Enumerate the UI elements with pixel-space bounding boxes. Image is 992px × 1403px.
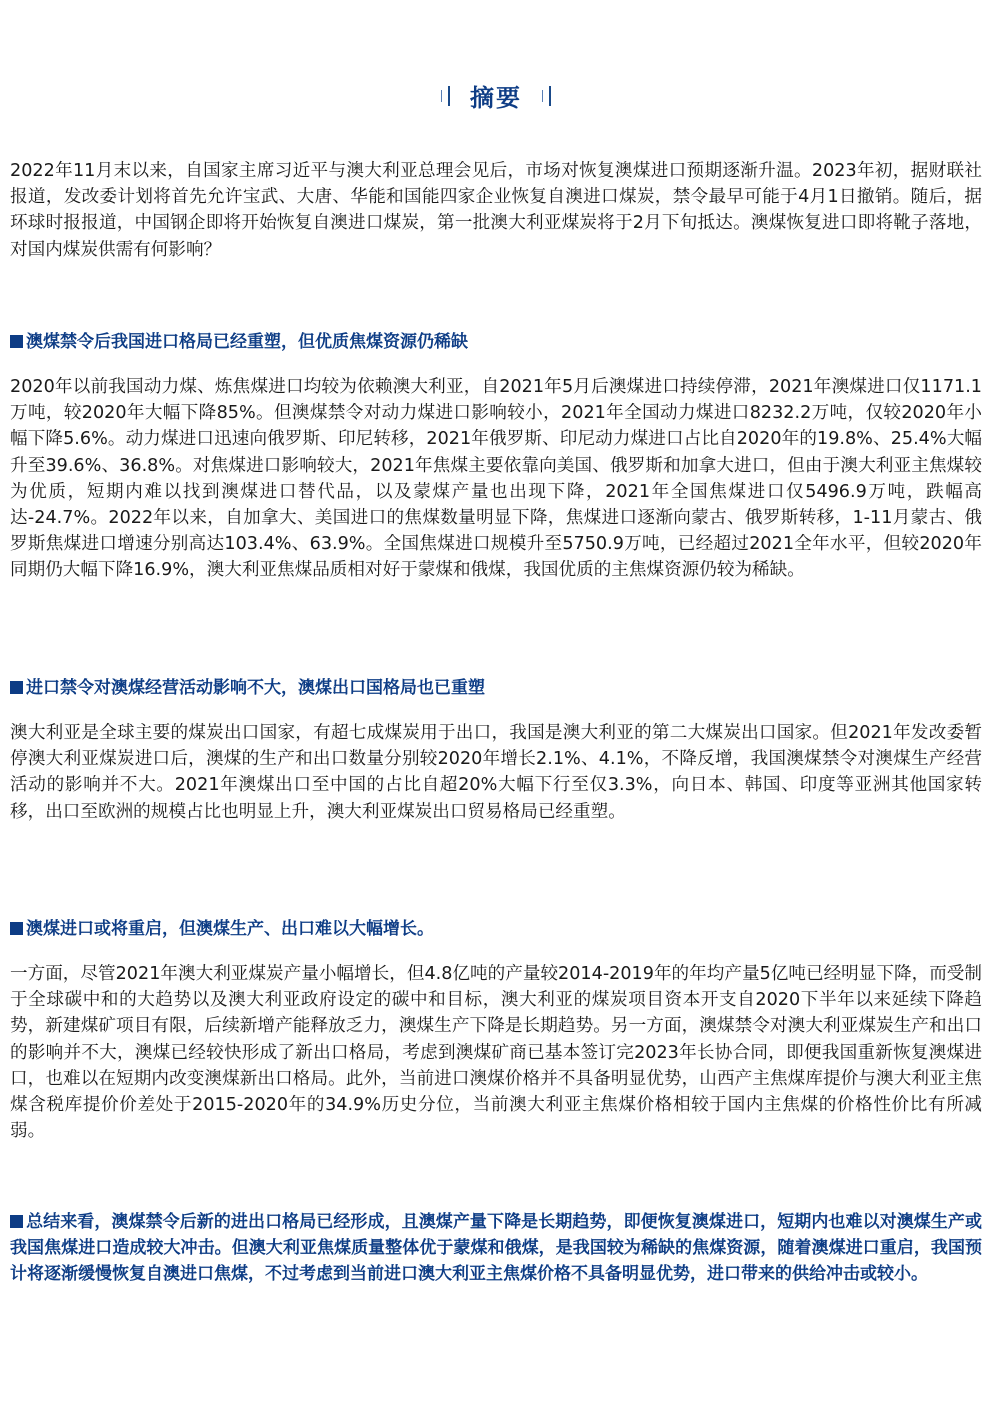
section-heading-3 — [10, 916, 982, 942]
title-left-bar-icon — [448, 86, 450, 106]
page-title: 摘要 — [470, 84, 522, 112]
title-row — [0, 78, 992, 118]
summary-paragraph — [10, 1209, 982, 1288]
title-left-bar-icon — [441, 90, 442, 102]
square-bullet-icon — [10, 335, 23, 348]
section-heading-text: 澳煤禁令后我国进口格局已经重塑，但优质焦煤资源仍稀缺 — [26, 332, 468, 352]
square-bullet-icon — [10, 681, 23, 694]
title-right-bar-icon — [549, 86, 551, 106]
section-heading-text: 澳煤进口或将重启，但澳煤生产、出口难以大幅增长。 — [26, 919, 434, 939]
summary-text: 总结来看，澳煤禁令后新的进出口格局已经形成，且澳煤产量下降是长期趋势，即便恢复澳煤进口，短期内也难以对澳煤生产或我国焦煤进口造成较大冲击。但澳大利亚焦煤质量整体优于蒙煤和俄煤，是我国较为稀缺的焦煤资源，随着澳煤进口重启，我国预计将逐渐缓慢恢复自澳进口焦煤，不过考虑到当前进口澳大利亚主焦煤价格不具备明显优势，进口带来的供给冲击或较小。 — [10, 1212, 982, 1285]
section-body-1: 2020年以前我国动力煤、炼焦煤进口均较为依赖澳大利亚，自2021年5月后澳煤进口持续停滞，2021年澳煤进口仅1171.1万吨，较2020年大幅下降85%。但澳煤禁令对动力煤进口影响较小，2021年全国动力煤进口8232.2万吨，仅较2020年小幅下降5.6%。动力煤进口迅速向俄罗斯、印尼转移，2021年俄罗斯、印尼动力煤进口占比自2020年的19.8%、25.4%大幅升至39.6%、36.8%。对焦煤进口影响较大，2021年焦煤主要依靠向美国、俄罗斯和加拿大进口，但由于澳大利亚主焦煤较为优质，短期内难以找到澳煤进口替代品，以及蒙煤产量也出现下降，2021年全国焦煤进口仅5496.9万吨，跌幅高达-24.7%。2022年以来，自加拿大、美国进口的焦煤数量明显下降，焦煤进口逐渐向蒙古、俄罗斯转移，1-11月蒙古、俄罗斯焦煤进口增速分别高达103.4%、63.9%。全国焦煤进口规模升至5750.9万吨，已经超过2021全年水平，但较2020年同期仍大幅下降16.9%，澳大利亚焦煤品质相对好于蒙煤和俄煤，我国优质的主焦煤资源仍较为稀缺。 — [10, 377, 982, 581]
section-heading-text: 进口禁令对澳煤经营活动影响不大，澳煤出口国格局也已重塑 — [26, 678, 485, 698]
section-body-3: 一方面，尽管2021年澳大利亚煤炭产量小幅增长，但4.8亿吨的产量较2014-2019年的年均产量5亿吨已经明显下降，而受制于全球碳中和的大趋势以及澳大利亚政府设定的碳中和目标，澳大利亚的煤炭项目资本开支自2020下半年以来延续下降趋势，新建煤矿项目有限，后续新增产能释放乏力，澳煤生产下降是长期趋势。另一方面，澳煤禁令对澳大利亚煤炭生产和出口的影响并不大，澳煤已经较快形成了新出口格局，考虑到澳煤矿商已基本签订完2023年长协合同，即便我国重新恢复澳煤进口，也难以在短期内改变澳煤新出口格局。此外，当前进口澳煤价格并不具备明显优势，山西产主焦煤库提价与澳大利亚主焦煤含税库提价价差处于2015-2020年的34.9%历史分位，当前澳大利亚主焦煤价格相较于国内主焦煤的价格性价比有所减弱。 — [10, 964, 982, 1142]
section-heading-2 — [10, 675, 982, 701]
section-heading-1 — [10, 329, 982, 355]
section-body-2: 澳大利亚是全球主要的煤炭出口国家，有超七成煤炭用于出口，我国是澳大利亚的第二大煤炭出口国家。但2021年发改委暂停澳大利亚煤炭进口后，澳煤的生产和出口数量分别较2020年增长2.1%、4.1%，不降反增，我国澳煤禁令对澳煤生产经营活动的影响并不大。2021年澳煤出口至中国的占比自超20%大幅下行至仅3.3%，向日本、韩国、印度等亚洲其他国家转移，出口至欧洲的规模占比也明显上升，澳大利亚煤炭出口贸易格局已经重塑。 — [10, 723, 982, 822]
square-bullet-icon — [10, 1215, 23, 1228]
intro-paragraph: 2022年11月末以来，自国家主席习近平与澳大利亚总理会见后，市场对恢复澳煤进口预期逐渐升温。2023年初，据财联社报道，发改委计划将首先允许宝武、大唐、华能和国能四家企业恢复自澳进口煤炭，禁令最早可能于4月1日撤销。随后，据环球时报报道，中国钢企即将开始恢复自澳进口煤炭，第一批澳大利亚煤炭将于2月下旬抵达。澳煤恢复进口即将靴子落地，对国内煤炭供需有何影响？ — [10, 161, 982, 260]
title-right-bar-icon — [542, 90, 543, 102]
square-bullet-icon — [10, 922, 23, 935]
